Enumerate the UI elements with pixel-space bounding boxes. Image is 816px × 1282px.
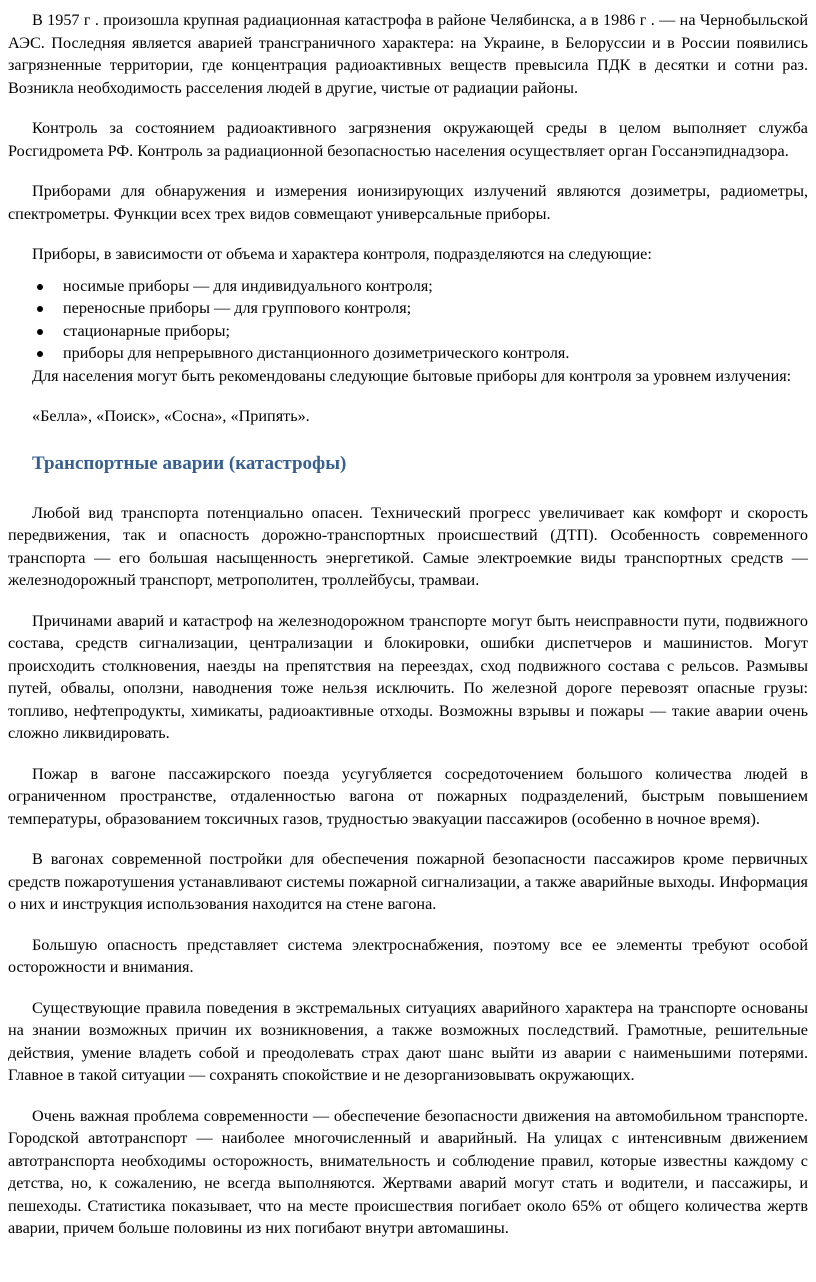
bullet-icon bbox=[37, 351, 43, 357]
bullet-icon bbox=[37, 306, 43, 312]
bullet-icon bbox=[37, 284, 43, 290]
paragraph-monitoring-services: Контроль за состоянием радиоактивного загрязнения окружающей среды в целом выполняет служба Росгидромета РФ. Контроль за радиационной безопасностью населения осуществляет орган Госсанэпиднадзора. bbox=[8, 119, 808, 160]
list-item bbox=[8, 320, 808, 343]
list-item-text: носимые приборы — для индивидуального контроля; bbox=[63, 276, 433, 295]
paragraph-train-fire: Пожар в вагоне пассажирского поезда усугубляется сосредоточением большого количества людей в ограниченном пространстве, отдаленностью вагона от пожарных подразделений, быстрым повышением температуры, образованием токсичных газов, трудностью эвакуации пассажиров (особенно в ночное время). bbox=[8, 764, 808, 828]
paragraph-power-supply: Большую опасность представляет система электроснабжения, поэтому все ее элементы требуют особой осторожности и внимания. bbox=[8, 935, 808, 976]
paragraph-measuring-devices: Приборами для обнаружения и измерения ионизирующих излучений являются дозиметры, радиометры, спектрометры. Функции всех трех видов совмещают универсальные приборы. bbox=[8, 182, 808, 223]
list-item-text: переносные приборы — для группового контроля; bbox=[63, 299, 412, 317]
paragraph-radiation-disaster: В 1957 г . произошла крупная радиационная катастрофа в районе Челябинска, а в 1986 г . — на Чернобыльской АЭС. Последняя является аварией трансграничного характера: на Украине, в Белоруссии и в России появились загрязненные территории, где концентрация радиоактивных веществ превысила ПДК в десятки и сотни раз. Возникла необходимость расселения людей в другие, чистые от радиации районы. bbox=[8, 11, 808, 97]
paragraph-railway-causes: Причинами аварий и катастроф на железнодорожном транспорте могут быть неисправности пути, подвижного состава, средств сигнализации, централизации и блокировки, ошибки диспетчеров и машинистов. Могут происходить столкновения, наезды на препятствия на переездах, сход подвижного состава с рельсов. Размывы путей, обвалы, оползни, наводнения тоже нельзя исключить. По железной дороге перевозят опасные грузы: топливо, нефтепродукты, химикаты, радиоактивные отходы. Возможны взрывы и пожары — такие аварии очень сложно ликвидировать. bbox=[8, 611, 808, 742]
list-item bbox=[8, 342, 808, 365]
section-heading-transport-accidents: Транспортные аварии (катастрофы) bbox=[32, 452, 347, 474]
paragraph-transport-danger: Любой вид транспорта потенциально опасен. Технический прогресс увеличивает как комфорт и скорость передвижения, так и опасность дорожно-транспортных происшествий (ДТП). Особенность современного транспорта — его большая насыщенность энергетикой. Самые электроемкие виды транспортных средств — железнодорожный транспорт, метрополитен, троллейбусы, трамваи. bbox=[8, 503, 808, 589]
paragraph-device-names: «Белла», «Поиск», «Сосна», «Припять». bbox=[32, 407, 310, 425]
list-item bbox=[8, 297, 808, 320]
paragraph-household-devices: Для населения могут быть рекомендованы следующие бытовые приборы для контроля за уровнем излучения: bbox=[32, 366, 792, 385]
bullet-icon bbox=[37, 329, 43, 335]
paragraph-behavior-rules: Существующие правила поведения в экстремальных ситуациях аварийного характера на транспорте основаны на знании возможных причин их возникновения, а также возможных последствий. Грамотные, решительные действия, умение владеть собой и преодолевать страх дают шанс выйти из аварии с наименьшими потерями. Главное в такой ситуации — сохранять спокойствие и не дезорганизовывать окружающих. bbox=[8, 998, 808, 1084]
list-item-text: приборы для непрерывного дистанционного дозиметрического контроля. bbox=[63, 344, 570, 362]
paragraph-fire-safety: В вагонах современной постройки для обеспечения пожарной безопасности пассажиров кроме первичных средств пожаротушения устанавливают системы пожарной сигнализации, а также аварийные выходы. Информация о них и инструкция использования находится на стене вагона. bbox=[8, 850, 808, 913]
device-types-list bbox=[8, 275, 808, 365]
list-item bbox=[8, 275, 808, 298]
paragraph-device-classification: Приборы, в зависимости от объема и характера контроля, подразделяются на следующие: bbox=[32, 245, 652, 263]
list-item-text: стационарные приборы; bbox=[63, 321, 230, 340]
paragraph-road-safety: Очень важная проблема современности — обеспечение безопасности движения на автомобильном транспорте. Городской автотранспорт — наиболее многочисленный и аварийный. На улицах с интенсивным движением автотранспорта необходимы осторожность, внимательность и соблюдение правил, которые известны каждому с детства, но, к сожалению, не всегда выполняются. Жертвами аварий могут стать и водители, и пассажиры, и пешеходы. Статистика показывает, что на месте происшествия погибает около 65% от общего количества жертв аварии, причем больше половины из них погибают внутри автомашины. bbox=[8, 1106, 808, 1237]
